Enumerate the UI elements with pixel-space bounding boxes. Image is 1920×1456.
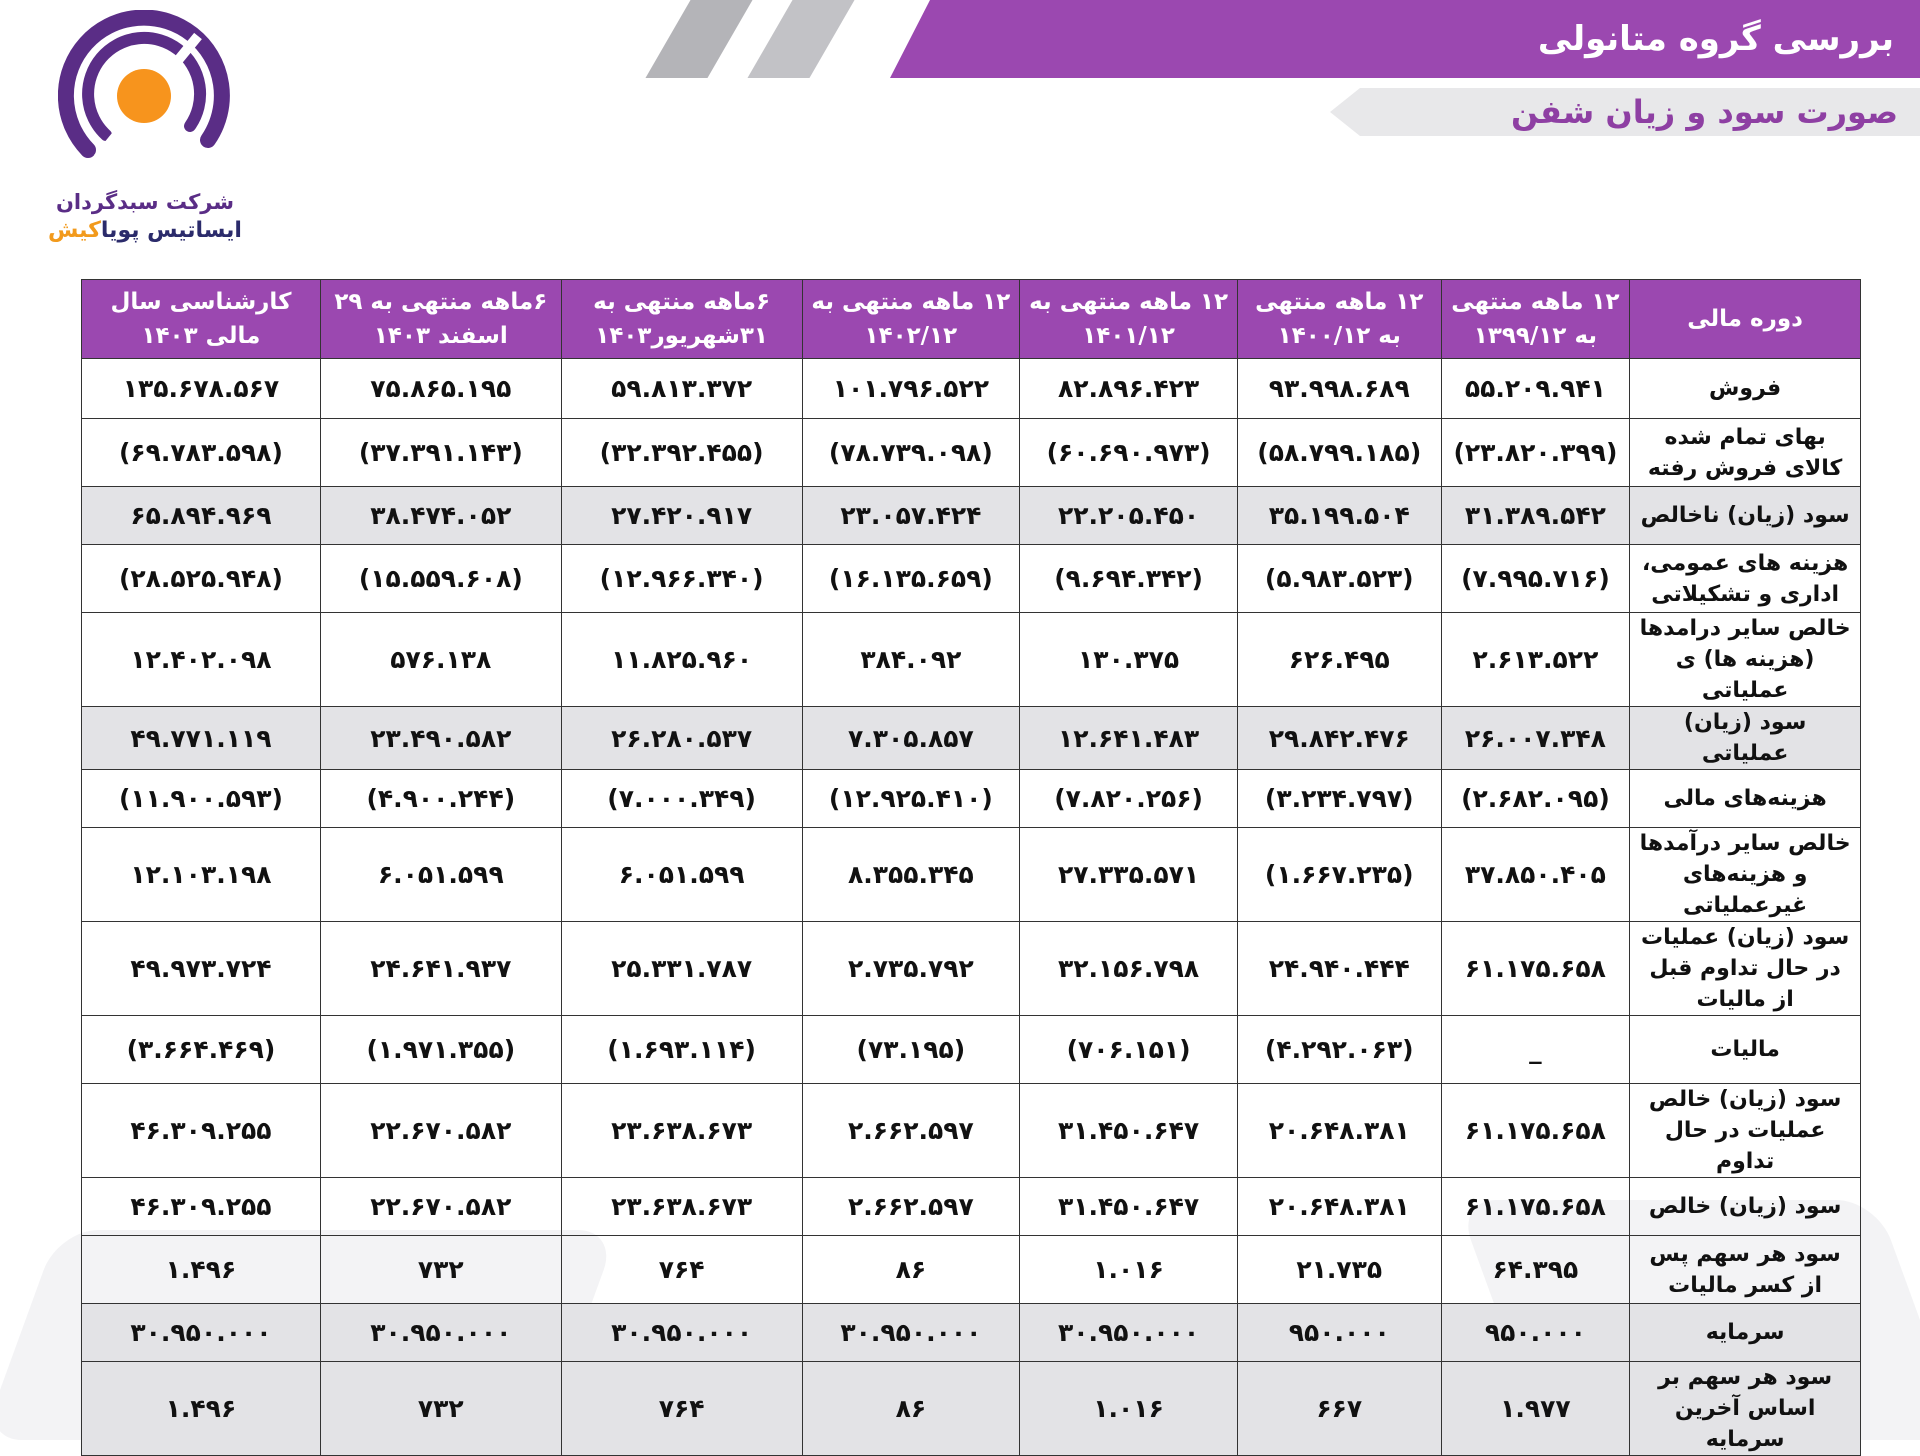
table-cell: ۹۳.۹۹۸.۶۸۹ <box>1237 359 1441 419</box>
column-header: ۶ماهه منتهی به ۲۹ اسفند ۱۴۰۳ <box>320 280 561 359</box>
table-cell: ۵۵.۲۰۹.۹۴۱ <box>1441 359 1630 419</box>
table-cell: ۳۲.۱۵۶.۷۹۸ <box>1020 922 1238 1016</box>
row-label: خالص سایر درآمدها و هزینه‌های غیرعملیاتی <box>1630 828 1861 922</box>
logo-mark-icon <box>58 10 230 182</box>
table-cell: ۳۷.۸۵۰.۴۰۵ <box>1441 828 1630 922</box>
table-cell: (۱۲.۹۶۶.۳۴۰) <box>561 545 802 613</box>
table-row <box>82 1304 1861 1362</box>
table-cell: (۵.۹۸۳.۵۲۳) <box>1237 545 1441 613</box>
row-label: خالص سایر درامدها (هزینه ها) ی عملیاتی <box>1630 613 1861 707</box>
table-row <box>82 1236 1861 1304</box>
table-cell: ۳۱.۳۸۹.۵۴۲ <box>1441 487 1630 545</box>
header-stripe <box>747 0 854 78</box>
table-cell: ۲۶.۰۰۷.۳۴۸ <box>1441 707 1630 770</box>
row-label: هزینه‌های مالی <box>1630 770 1861 828</box>
table-cell: ۶۱.۱۷۵.۶۵۸ <box>1441 922 1630 1016</box>
table-cell: ۱.۰۱۶ <box>1020 1362 1238 1456</box>
table-cell: ۱۲.۶۴۱.۴۸۳ <box>1020 707 1238 770</box>
table-cell: ۶۶۷ <box>1237 1362 1441 1456</box>
table-cell: ۹۵۰.۰۰۰ <box>1237 1304 1441 1362</box>
table-cell: _ <box>1441 1016 1630 1084</box>
table-cell: ۶.۰۵۱.۵۹۹ <box>320 828 561 922</box>
table-cell: ۲۷.۳۳۵.۵۷۱ <box>1020 828 1238 922</box>
table-cell: ۳۰.۹۵۰.۰۰۰ <box>320 1304 561 1362</box>
table-cell: (۲.۶۸۲.۰۹۵) <box>1441 770 1630 828</box>
table-cell: (۷۰۶.۱۵۱) <box>1020 1016 1238 1084</box>
column-header: ۱۲ ماهه منتهی به ۱۴۰۲/۱۲ <box>802 280 1020 359</box>
table-row <box>82 922 1861 1016</box>
table-cell: (۹.۶۹۴.۳۴۲) <box>1020 545 1238 613</box>
column-header: دوره مالی <box>1630 280 1861 359</box>
table-row <box>82 487 1861 545</box>
table-cell: ۲۵.۳۳۱.۷۸۷ <box>561 922 802 1016</box>
table-row <box>82 359 1861 419</box>
table-row <box>82 419 1861 487</box>
table-cell: (۷.۹۹۵.۷۱۶) <box>1441 545 1630 613</box>
table-cell: (۱.۶۹۳.۱۱۴) <box>561 1016 802 1084</box>
row-label: سود (زیان) عملیاتی <box>1630 707 1861 770</box>
table-cell: ۳۰.۹۵۰.۰۰۰ <box>82 1304 321 1362</box>
table-cell: ۷.۳۰۵.۸۵۷ <box>802 707 1020 770</box>
table-row <box>82 545 1861 613</box>
table-cell: (۱.۹۷۱.۳۵۵) <box>320 1016 561 1084</box>
table-cell: ۱.۹۷۷ <box>1441 1362 1630 1456</box>
page-subtitle: صورت سود و زیان شفن <box>1510 93 1898 131</box>
table-cell: ۳۰.۹۵۰.۰۰۰ <box>802 1304 1020 1362</box>
table-cell: ۷۳۲ <box>320 1236 561 1304</box>
table-cell: ۱۳۰.۳۷۵ <box>1020 613 1238 707</box>
row-label: سود (زیان) عملیات در حال تداوم قبل از مالیات <box>1630 922 1861 1016</box>
table-cell: ۸۲.۸۹۶.۴۲۳ <box>1020 359 1238 419</box>
row-label: سود (زیان) خالص عملیات در حال تداوم <box>1630 1084 1861 1178</box>
table-cell: ۱۲.۴۰۲.۰۹۸ <box>82 613 321 707</box>
row-label: بهای تمام شده کالای فروش رفته <box>1630 419 1861 487</box>
table-cell: (۱۶.۱۳۵.۶۵۹) <box>802 545 1020 613</box>
table-cell: ۲۷.۴۲۰.۹۱۷ <box>561 487 802 545</box>
table-row <box>82 1084 1861 1178</box>
table-row <box>82 1178 1861 1236</box>
table-cell: ۹۵۰.۰۰۰ <box>1441 1304 1630 1362</box>
table-cell: ۳۰.۹۵۰.۰۰۰ <box>561 1304 802 1362</box>
logo-brand-suffix: کیش <box>48 218 101 243</box>
table-cell: ۳۵.۱۹۹.۵۰۴ <box>1237 487 1441 545</box>
row-label: سود هر سهم بر اساس آخرین سرمایه <box>1630 1362 1861 1456</box>
table-cell: ۶۱.۱۷۵.۶۵۸ <box>1441 1178 1630 1236</box>
column-header: ۱۲ ماهه منتهی به ۱۳۹۹/۱۲ <box>1441 280 1630 359</box>
table-cell: ۳۰.۹۵۰.۰۰۰ <box>1020 1304 1238 1362</box>
table-cell: ۲۲.۲۰۵.۴۵۰ <box>1020 487 1238 545</box>
row-label: هزینه های عمومی، اداری و تشکیلاتی <box>1630 545 1861 613</box>
table-cell: ۲۴.۹۴۰.۴۴۴ <box>1237 922 1441 1016</box>
table-row <box>82 613 1861 707</box>
table-cell: ۲۰.۶۴۸.۳۸۱ <box>1237 1084 1441 1178</box>
table-cell: (۳.۶۶۴.۴۶۹) <box>82 1016 321 1084</box>
logo-brand-name <box>40 218 250 243</box>
column-header: کارشناسی سال مالی ۱۴۰۳ <box>82 280 321 359</box>
table-cell: ۲۲.۶۷۰.۵۸۲ <box>320 1178 561 1236</box>
table-cell: (۱۱.۹۰۰.۵۹۳) <box>82 770 321 828</box>
table-cell: ۲۶.۲۸۰.۵۳۷ <box>561 707 802 770</box>
table-cell: ۸.۳۵۵.۳۴۵ <box>802 828 1020 922</box>
table-cell: ۴۶.۳۰۹.۲۵۵ <box>82 1084 321 1178</box>
table-cell: ۳۸۴.۰۹۲ <box>802 613 1020 707</box>
table-cell: (۳.۲۳۴.۷۹۷) <box>1237 770 1441 828</box>
table-row <box>82 1016 1861 1084</box>
table-cell: ۲۳.۶۳۸.۶۷۳ <box>561 1178 802 1236</box>
table-cell: ۲۰.۶۴۸.۳۸۱ <box>1237 1178 1441 1236</box>
table-cell: (۷۳.۱۹۵) <box>802 1016 1020 1084</box>
table-cell: (۵۸.۷۹۹.۱۸۵) <box>1237 419 1441 487</box>
table-cell: (۶۰.۶۹۰.۹۷۳) <box>1020 419 1238 487</box>
table-cell: ۱۱.۸۲۵.۹۶۰ <box>561 613 802 707</box>
row-label: مالیات <box>1630 1016 1861 1084</box>
table-cell: ۲۳.۶۳۸.۶۷۳ <box>561 1084 802 1178</box>
table-cell: ۶۴.۳۹۵ <box>1441 1236 1630 1304</box>
table-cell: (۱۲.۹۲۵.۴۱۰) <box>802 770 1020 828</box>
income-statement-table <box>81 279 1861 1456</box>
row-label: سود هر سهم پس از کسر مالیات <box>1630 1236 1861 1304</box>
table-cell: ۱.۰۱۶ <box>1020 1236 1238 1304</box>
table-cell: (۱۵.۵۵۹.۶۰۸) <box>320 545 561 613</box>
header-stripe <box>645 0 752 78</box>
table-cell: ۷۶۴ <box>561 1362 802 1456</box>
table-row <box>82 1362 1861 1456</box>
table-cell: ۱.۴۹۶ <box>82 1362 321 1456</box>
table-cell: ۷۳۲ <box>320 1362 561 1456</box>
table-cell: ۱۲.۱۰۳.۱۹۸ <box>82 828 321 922</box>
logo-brand-part: ایساتیس پویا <box>100 218 242 243</box>
page-title: بررسی گروه متانولی <box>1537 19 1894 59</box>
table-cell: (۶۹.۷۸۳.۵۹۸) <box>82 419 321 487</box>
table-cell: ۱۰۱.۷۹۶.۵۲۲ <box>802 359 1020 419</box>
table-cell: (۷.۰۰۰.۳۴۹) <box>561 770 802 828</box>
table-cell: (۷.۸۲۰.۲۵۶) <box>1020 770 1238 828</box>
table-cell: ۲۳.۰۵۷.۴۲۴ <box>802 487 1020 545</box>
table-cell: ۶.۰۵۱.۵۹۹ <box>561 828 802 922</box>
row-label: فروش <box>1630 359 1861 419</box>
table-cell: ۲.۷۳۵.۷۹۲ <box>802 922 1020 1016</box>
table-cell: ۳۱.۴۵۰.۶۴۷ <box>1020 1084 1238 1178</box>
table-cell: (۳۲.۳۹۲.۴۵۵) <box>561 419 802 487</box>
row-label: سود (زیان) ناخالص <box>1630 487 1861 545</box>
table-cell: ۴۹.۷۷۱.۱۱۹ <box>82 707 321 770</box>
table-cell: ۲۳.۴۹۰.۵۸۲ <box>320 707 561 770</box>
table-cell: ۴۶.۳۰۹.۲۵۵ <box>82 1178 321 1236</box>
table-cell: ۸۶ <box>802 1236 1020 1304</box>
table-cell: ۷۵.۸۶۵.۱۹۵ <box>320 359 561 419</box>
table-cell: ۲۹.۸۴۲.۴۷۶ <box>1237 707 1441 770</box>
table-cell: (۲۸.۵۲۵.۹۴۸) <box>82 545 321 613</box>
table-cell: ۱۳۵.۶۷۸.۵۶۷ <box>82 359 321 419</box>
table-cell: ۳۸.۴۷۴.۰۵۲ <box>320 487 561 545</box>
table-cell: ۱.۴۹۶ <box>82 1236 321 1304</box>
table-cell: ۸۶ <box>802 1362 1020 1456</box>
column-header: ۱۲ ماهه منتهی به ۱۴۰۰/۱۲ <box>1237 280 1441 359</box>
table-cell: ۶۵.۸۹۴.۹۶۹ <box>82 487 321 545</box>
column-header: ۶ماهه منتهی به ۳۱شهریور۱۴۰۳ <box>561 280 802 359</box>
logo-company-name: شرکت سبدگردان <box>56 190 234 214</box>
table-cell: ۵۷۶.۱۳۸ <box>320 613 561 707</box>
table-cell: (۴.۹۰۰.۲۴۴) <box>320 770 561 828</box>
table-cell: ۲.۶۶۲.۵۹۷ <box>802 1084 1020 1178</box>
table-cell: ۶۲۶.۴۹۵ <box>1237 613 1441 707</box>
table-cell: ۶۱.۱۷۵.۶۵۸ <box>1441 1084 1630 1178</box>
column-header: ۱۲ ماهه منتهی به ۱۴۰۱/۱۲ <box>1020 280 1238 359</box>
table-row <box>82 707 1861 770</box>
row-label: سرمایه <box>1630 1304 1861 1362</box>
company-logo <box>40 10 250 243</box>
row-label: سود (زیان) خالص <box>1630 1178 1861 1236</box>
table-cell: ۷۶۴ <box>561 1236 802 1304</box>
table-cell: (۷۸.۷۳۹.۰۹۸) <box>802 419 1020 487</box>
table-cell: ۲.۶۱۳.۵۲۲ <box>1441 613 1630 707</box>
table-cell: ۳۱.۴۵۰.۶۴۷ <box>1020 1178 1238 1236</box>
table-cell: (۲۳.۸۲۰.۳۹۹) <box>1441 419 1630 487</box>
table-cell: ۲.۶۶۲.۵۹۷ <box>802 1178 1020 1236</box>
table-cell: (۱.۶۶۷.۲۳۵) <box>1237 828 1441 922</box>
table-cell: (۳۷.۳۹۱.۱۴۳) <box>320 419 561 487</box>
table-cell: ۲۲.۶۷۰.۵۸۲ <box>320 1084 561 1178</box>
table-cell: ۵۹.۸۱۳.۳۷۲ <box>561 359 802 419</box>
table-header-row <box>82 280 1861 359</box>
table-cell: ۴۹.۹۷۳.۷۲۴ <box>82 922 321 1016</box>
table-cell: ۲۴.۶۴۱.۹۳۷ <box>320 922 561 1016</box>
table-row <box>82 828 1861 922</box>
table-cell: ۲۱.۷۳۵ <box>1237 1236 1441 1304</box>
table-cell: (۴.۲۹۲.۰۶۳) <box>1237 1016 1441 1084</box>
table-row <box>82 770 1861 828</box>
